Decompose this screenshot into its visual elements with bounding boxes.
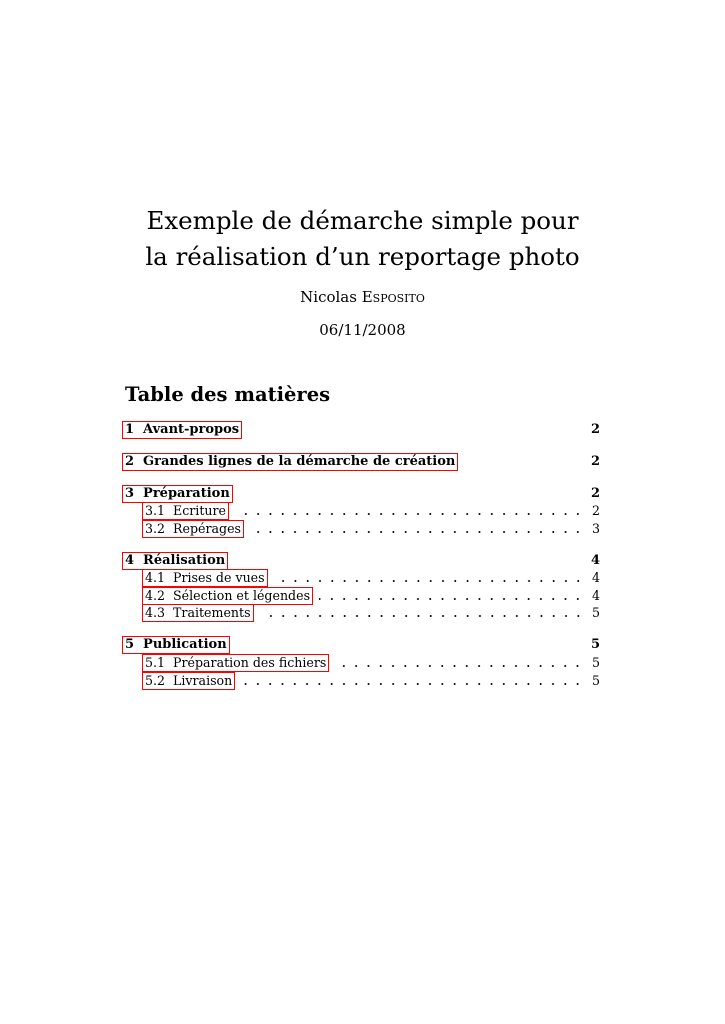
toc-number: 4.2 xyxy=(145,588,166,603)
author-first-name: Nicolas xyxy=(300,288,357,306)
toc-section-4 xyxy=(122,552,600,570)
toc-subsection-3-2 xyxy=(122,520,600,538)
toc-link-realisation[interactable] xyxy=(122,552,228,570)
toc-link-prises-de-vues[interactable] xyxy=(142,569,268,587)
toc-link-preparation-fichiers[interactable] xyxy=(142,654,329,672)
dot-leader xyxy=(274,569,584,587)
toc-section-2 xyxy=(122,453,600,471)
toc-heading: Table des matières xyxy=(125,383,331,406)
toc-title: Préparation xyxy=(143,486,230,501)
toc-subsection-5-2 xyxy=(122,672,600,690)
toc-number: 1 xyxy=(125,422,135,437)
toc-number: 5 xyxy=(125,637,135,652)
toc-title: Préparation des fichiers xyxy=(173,655,327,670)
toc-link-traitements[interactable] xyxy=(142,604,254,622)
toc-title: Avant-propos xyxy=(143,422,240,437)
dot-leader xyxy=(335,654,584,672)
toc-number: 3.1 xyxy=(145,503,166,518)
toc-number: 4.1 xyxy=(145,570,166,585)
toc-subsection-5-1 xyxy=(122,654,600,672)
toc-link-selection-legendes[interactable] xyxy=(142,587,313,605)
dot-leader xyxy=(260,604,584,622)
dot-leader xyxy=(319,587,584,605)
toc-number: 5.1 xyxy=(145,655,166,670)
toc-page-number: 4 xyxy=(590,553,600,568)
toc-page-number: 5 xyxy=(591,673,600,688)
toc-title: Sélection et légendes xyxy=(173,588,311,603)
toc-page-number: 2 xyxy=(590,422,600,437)
toc-link-avant-propos[interactable] xyxy=(122,421,242,439)
toc-page-number: 2 xyxy=(590,486,600,501)
toc-page-number: 2 xyxy=(591,503,600,518)
toc-title: Grandes lignes de la démarche de création xyxy=(143,454,456,469)
toc-page-number: 5 xyxy=(590,637,600,652)
title-line-2: la réalisation d’un reportage photo xyxy=(145,242,580,271)
toc-number: 2 xyxy=(125,454,135,469)
toc-title: Repérages xyxy=(173,521,241,536)
toc-link-livraison[interactable] xyxy=(142,672,235,690)
toc-number: 5.2 xyxy=(145,673,166,688)
toc-link-publication[interactable] xyxy=(122,636,230,654)
dot-leader xyxy=(241,672,584,690)
toc-title: Ecriture xyxy=(173,503,226,518)
toc-subsection-4-3 xyxy=(122,604,600,622)
toc-number: 3 xyxy=(125,486,135,501)
toc-link-ecriture[interactable] xyxy=(142,502,229,520)
toc-page-number: 5 xyxy=(591,605,600,620)
toc-link-grandes-lignes[interactable] xyxy=(122,453,458,471)
toc-section-1 xyxy=(122,421,600,439)
toc-title: Prises de vues xyxy=(173,570,265,585)
toc-page-number: 3 xyxy=(591,521,600,536)
toc-page-number: 4 xyxy=(591,588,600,603)
toc-title: Livraison xyxy=(173,673,233,688)
toc-title: Réalisation xyxy=(143,553,226,568)
toc-number: 4.3 xyxy=(145,605,166,620)
title-line-1: Exemple de démarche simple pour xyxy=(146,206,579,235)
toc-link-preparation[interactable] xyxy=(122,485,233,503)
toc-link-reperages[interactable] xyxy=(142,520,244,538)
dot-leader xyxy=(235,502,584,520)
toc-subsection-3-1 xyxy=(122,502,600,520)
table-of-contents xyxy=(122,0,600,1024)
toc-page-number: 4 xyxy=(591,570,600,585)
toc-subsection-4-2 xyxy=(122,587,600,605)
toc-title: Publication xyxy=(143,637,227,652)
toc-number: 4 xyxy=(125,553,135,568)
toc-section-5 xyxy=(122,636,600,654)
author-last-name: Esposito xyxy=(361,288,425,306)
dot-leader xyxy=(250,520,584,538)
toc-title: Traitements xyxy=(173,605,251,620)
toc-page-number: 5 xyxy=(591,655,600,670)
document-date: 06/11/2008 xyxy=(319,321,406,339)
toc-page-number: 2 xyxy=(590,454,600,469)
toc-section-3 xyxy=(122,485,600,503)
toc-number: 3.2 xyxy=(145,521,166,536)
toc-subsection-4-1 xyxy=(122,569,600,587)
